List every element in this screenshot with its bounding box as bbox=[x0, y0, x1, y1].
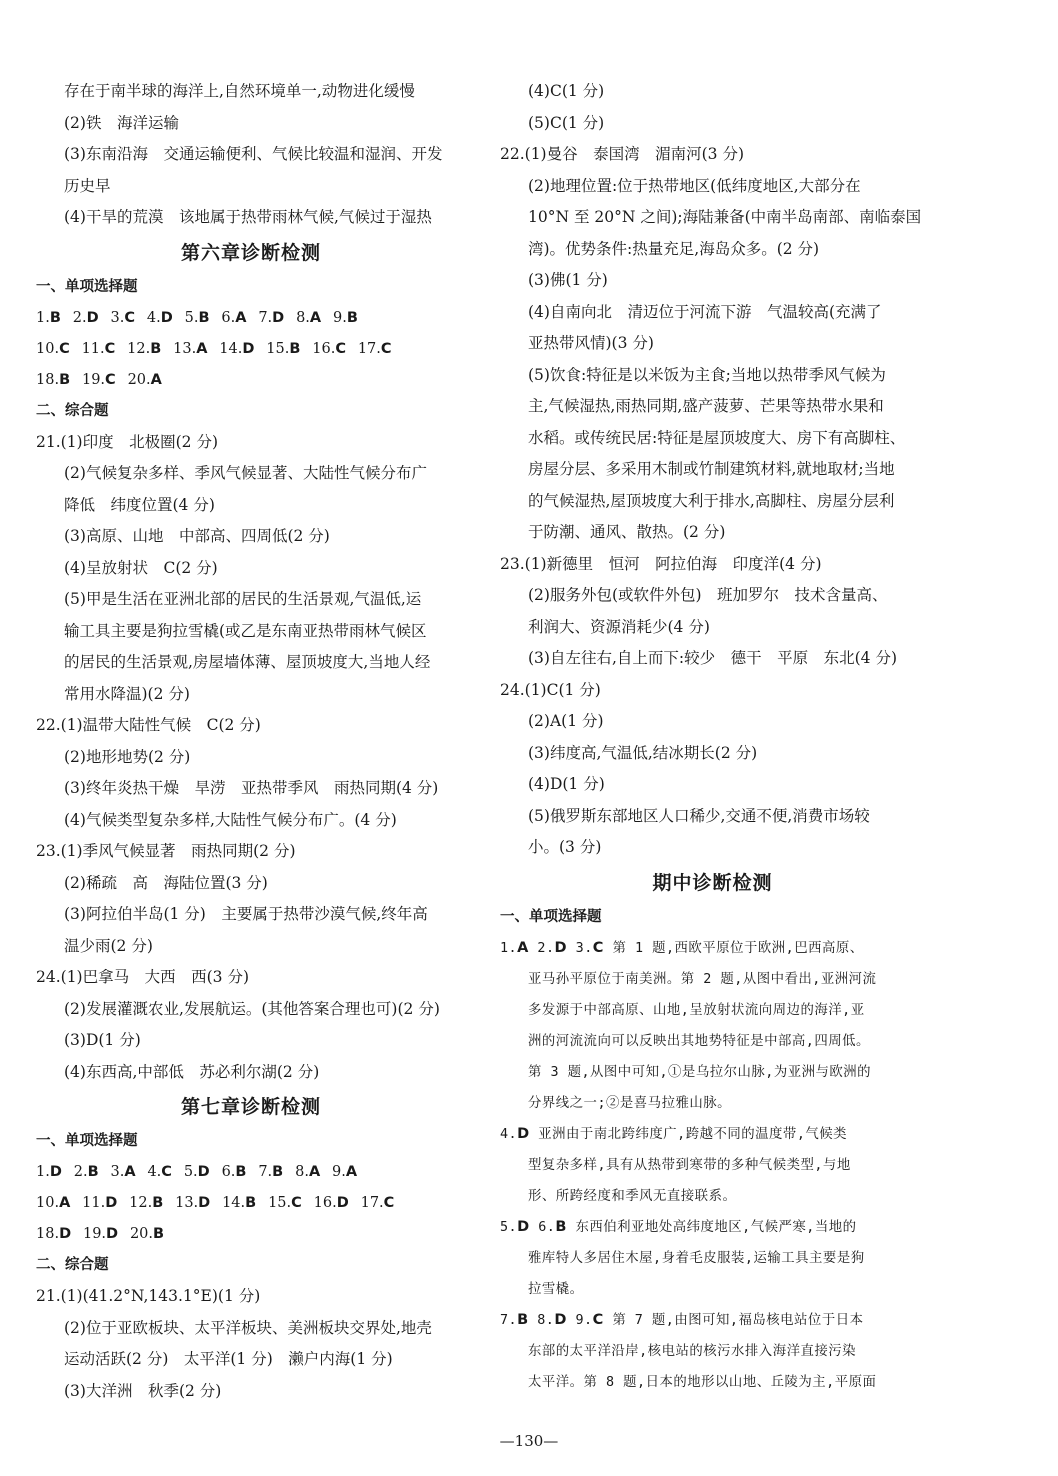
question-number: 1. bbox=[36, 309, 50, 326]
question-number: 7. bbox=[500, 1312, 518, 1328]
question-number: 18. bbox=[36, 1226, 60, 1242]
mc-answer-row bbox=[36, 334, 466, 365]
answer-letter: D bbox=[49, 1164, 62, 1180]
explanation-text: 第 7 题,由图可知,福岛核电站位于日本 bbox=[612, 1312, 864, 1328]
answer-letter: B bbox=[555, 1218, 567, 1235]
section-heading: 二、综合题 bbox=[36, 402, 109, 419]
page-number: —130— bbox=[499, 1432, 559, 1450]
explanation-line bbox=[500, 1057, 925, 1088]
answer-letter: C bbox=[592, 1311, 604, 1328]
text-line: 历史早 bbox=[64, 176, 111, 195]
answer-letter: D bbox=[105, 1195, 118, 1211]
answer-letter: A bbox=[309, 309, 322, 326]
explanation-text: 雅库特人多居住木屋,身着毛皮服装,运输工具主要是狗 bbox=[528, 1250, 865, 1266]
answer-letter: D bbox=[160, 309, 173, 326]
explanation-line bbox=[500, 1212, 925, 1243]
explanation-text: 洲的河流流向可以反映出其地势特征是中部高,四周低。 bbox=[528, 1033, 870, 1049]
question-number: 20. bbox=[127, 371, 151, 388]
text-line: (4)东西高,中部低 苏必利尔湖(2 分) bbox=[64, 1062, 320, 1081]
text-line: (3)高原、山地 中部高、四周低(2 分) bbox=[64, 527, 330, 545]
question-number: 20. bbox=[129, 1226, 153, 1242]
mc-answer-row bbox=[36, 365, 466, 396]
question-number: 6. bbox=[538, 1219, 556, 1235]
mc-answer-row bbox=[36, 1157, 466, 1188]
question-number: 3. bbox=[575, 940, 593, 956]
explanation-text: 第 3 题,从图中可知,①是乌拉尔山脉,为亚洲与欧洲的 bbox=[528, 1064, 872, 1080]
chapter-title: 第六章诊断检测 bbox=[180, 241, 321, 264]
text-line: 10°N 至 20°N 之间);海陆兼备(中南半岛南部、南临泰国 bbox=[528, 208, 922, 226]
text-line: (2)稀疏 高 海陆位置(3 分) bbox=[64, 873, 268, 892]
answer-letter: C bbox=[291, 1195, 302, 1211]
answer-letter: B bbox=[272, 1164, 284, 1180]
explanation-line bbox=[500, 1243, 925, 1274]
text-line: 存在于南半球的海洋上,自然环境单一,动物进化缓慢 bbox=[64, 82, 415, 100]
text-line: (3)纬度高,气温低,结冰期长(2 分) bbox=[528, 743, 758, 762]
answer-letter: C bbox=[592, 939, 604, 956]
mc-answer-row bbox=[36, 1188, 466, 1219]
question-number: 13. bbox=[175, 1195, 199, 1211]
right-column bbox=[500, 76, 925, 1398]
explanation-line bbox=[500, 1367, 925, 1398]
answer-letter: B bbox=[346, 309, 358, 326]
question-number: 2. bbox=[72, 309, 87, 326]
section-heading: 一、单项选择题 bbox=[36, 1133, 138, 1149]
text-line: (3)大洋洲 秋季(2 分) bbox=[64, 1381, 222, 1400]
text-line: (3)D(1 分) bbox=[64, 1031, 141, 1049]
text-line: (2)地理位置:位于热带地区(低纬度地区,大部分在 bbox=[528, 176, 861, 195]
question-number: 13. bbox=[173, 340, 197, 357]
text-line: 湾)。优势条件:热量充足,海岛众多。(2 分) bbox=[528, 239, 820, 258]
answer-letter: B bbox=[198, 309, 210, 326]
question-number: 3. bbox=[110, 309, 125, 326]
answer-letter: C bbox=[104, 340, 116, 357]
answer-letter: B bbox=[289, 340, 301, 357]
question-line: 23.(1)新德里 恒河 阿拉伯海 印度洋(4 分) bbox=[500, 554, 822, 573]
answer-letter: C bbox=[124, 309, 136, 326]
answer-letter: D bbox=[59, 1226, 72, 1242]
answer-letter: D bbox=[242, 340, 255, 357]
question-line: 24.(1)巴拿马 大西 西(3 分) bbox=[36, 968, 249, 986]
question-number: 12. bbox=[129, 1195, 153, 1211]
text-line: (4)自南向北 清迈位于河流下游 气温较高(充满了 bbox=[528, 302, 882, 321]
explanation-text: 亚马孙平原位于南美洲。第 2 题,从图中看出,亚洲河流 bbox=[528, 971, 877, 987]
question-number: 9. bbox=[332, 1164, 346, 1180]
text-line: 于防潮、通风、散热。(2 分) bbox=[528, 523, 726, 541]
explanation-line bbox=[500, 1336, 925, 1367]
question-number: 5. bbox=[500, 1219, 518, 1235]
text-line: 小。(3 分) bbox=[528, 838, 602, 856]
text-line: 利润大、资源消耗少(4 分) bbox=[528, 617, 710, 636]
answer-letter: D bbox=[197, 1164, 210, 1180]
answer-letter: D bbox=[272, 309, 285, 326]
text-line: (2)气候复杂多样、季风气候显著、大陆性气候分布广 bbox=[64, 464, 427, 482]
answer-letter: C bbox=[105, 371, 116, 388]
question-number: 11. bbox=[81, 340, 105, 357]
answer-letter: B bbox=[517, 1311, 529, 1328]
answer-letter: B bbox=[150, 340, 162, 357]
explanation-line bbox=[500, 1026, 925, 1057]
text-line: (5)C(1 分) bbox=[528, 113, 605, 132]
question-number: 14. bbox=[219, 340, 243, 357]
question-number: 4. bbox=[147, 1164, 162, 1180]
question-number: 18. bbox=[36, 371, 60, 388]
answer-letter: B bbox=[59, 371, 71, 388]
explanation-text: 亚洲由于南北跨纬度广,跨越不同的温度带,气候类 bbox=[538, 1126, 848, 1142]
answer-letter: A bbox=[308, 1164, 321, 1180]
question-number: 5. bbox=[184, 309, 199, 326]
question-line: 22.(1)曼谷 泰国湾 湄南河(3 分) bbox=[500, 145, 744, 163]
question-number: 10. bbox=[36, 340, 60, 357]
text-line: 亚热带风情)(3 分) bbox=[528, 334, 654, 352]
text-line: (5)饮食:特征是以米饭为主食;当地以热带季风气候为 bbox=[528, 365, 886, 384]
section-heading: 一、单项选择题 bbox=[36, 278, 138, 295]
question-number: 9. bbox=[575, 1312, 593, 1328]
explanation-text: 分界线之一;②是喜马拉雅山脉。 bbox=[528, 1095, 732, 1111]
explanation-text: 东西伯利亚地处高纬度地区,气候严寒,当地的 bbox=[575, 1219, 857, 1235]
question-number: 15. bbox=[268, 1195, 292, 1211]
question-line: 21.(1)印度 北极圈(2 分) bbox=[36, 432, 218, 451]
text-line: 水稻。或传统民居:特征是屋顶坡度大、房下有高脚柱、 bbox=[528, 428, 906, 447]
text-line: (3)佛(1 分) bbox=[528, 271, 608, 289]
question-line: 24.(1)C(1 分) bbox=[500, 680, 601, 699]
text-line: 的居民的生活景观,房屋墙体薄、屋顶坡度大,当地人经 bbox=[64, 653, 431, 671]
explanation-line bbox=[500, 964, 925, 995]
question-number: 2. bbox=[537, 940, 555, 956]
question-line: 22.(1)温带大陆性气候 C(2 分) bbox=[36, 716, 261, 734]
answer-letter: D bbox=[554, 1311, 567, 1328]
explanation-line bbox=[500, 1150, 925, 1181]
answer-letter: C bbox=[380, 340, 392, 357]
answer-letter: C bbox=[335, 340, 346, 357]
text-line: (2)地形地势(2 分) bbox=[64, 747, 191, 766]
question-number: 4. bbox=[146, 309, 161, 326]
answer-letter: B bbox=[87, 1164, 99, 1180]
explanation-text: 第 1 题,西欧平原位于欧洲,巴西高原、 bbox=[612, 940, 864, 956]
text-line: (4)D(1 分) bbox=[528, 775, 605, 793]
question-number: 4. bbox=[500, 1126, 518, 1142]
text-line: (3)终年炎热干燥 旱涝 亚热带季风 雨热同期(4 分) bbox=[64, 779, 439, 797]
question-number: 11. bbox=[82, 1195, 106, 1211]
text-line: 降低 纬度位置(4 分) bbox=[64, 495, 215, 514]
mc-answer-row bbox=[36, 303, 466, 334]
midterm-explanations bbox=[500, 933, 925, 1398]
text-line: (3)东南沿海 交通运输便利、气候比较温和湿润、开发 bbox=[64, 145, 443, 163]
answer-letter: B bbox=[245, 1195, 257, 1211]
answer-letter: D bbox=[517, 1125, 530, 1142]
question-number: 9. bbox=[333, 309, 347, 326]
explanation-line bbox=[500, 995, 925, 1026]
question-number: 10. bbox=[36, 1195, 60, 1211]
text-line: (5)甲是生活在亚洲北部的居民的生活景观,气温低,运 bbox=[64, 590, 422, 608]
section-heading: 二、综合题 bbox=[36, 1257, 109, 1273]
answer-letter: A bbox=[196, 340, 208, 357]
question-line: 23.(1)季风气候显著 雨热同期(2 分) bbox=[36, 842, 296, 860]
question-line: 21.(1)(41.2°N,143.1°E)(1 分) bbox=[36, 1287, 261, 1305]
answer-letter: A bbox=[124, 1164, 136, 1180]
text-line: (4)C(1 分) bbox=[528, 82, 605, 100]
answer-letter: B bbox=[49, 309, 61, 326]
question-number: 5. bbox=[183, 1164, 198, 1180]
text-line: 主,气候湿热,雨热同期,盛产菠萝、芒果等热带水果和 bbox=[528, 397, 884, 415]
text-line: 的气候湿热,屋顶坡度大利于排水,高脚柱、房屋分层利 bbox=[528, 491, 895, 510]
question-number: 16. bbox=[313, 1195, 337, 1211]
answer-letter: A bbox=[59, 1195, 71, 1211]
explanation-line bbox=[500, 1274, 925, 1305]
explanation-line bbox=[500, 1088, 925, 1119]
explanation-text: 太平洋。第 8 题,日本的地形以山地、丘陵为主,平原面 bbox=[528, 1374, 877, 1390]
question-number: 6. bbox=[221, 1164, 236, 1180]
question-number: 14. bbox=[222, 1195, 246, 1211]
text-line: (2)A(1 分) bbox=[528, 712, 604, 730]
text-line: (2)服务外包(或软件外包) 班加罗尔 技术含量高、 bbox=[528, 586, 888, 604]
answer-letter: C bbox=[161, 1164, 172, 1180]
explanation-line bbox=[500, 1119, 925, 1150]
text-line: (2)铁 海洋运输 bbox=[64, 113, 179, 132]
mc-answer-row bbox=[36, 1219, 466, 1250]
explanation-line bbox=[500, 1181, 925, 1212]
explanation-line bbox=[500, 1305, 925, 1336]
answer-letter: B bbox=[235, 1164, 247, 1180]
text-line: 输工具主要是狗拉雪橇(或乙是东南亚热带雨林气候区 bbox=[64, 621, 427, 640]
question-number: 16. bbox=[312, 340, 336, 357]
question-number: 8. bbox=[537, 1312, 555, 1328]
answer-letter: A bbox=[235, 309, 247, 326]
text-line: 房屋分层、多采用木制或竹制建筑材料,就地取材;当地 bbox=[528, 460, 895, 478]
text-line: (4)气候类型复杂多样,大陆性气候分布广。(4 分) bbox=[64, 810, 397, 829]
question-number: 6. bbox=[221, 309, 236, 326]
question-number: 17. bbox=[357, 340, 381, 357]
question-number: 19. bbox=[81, 371, 106, 388]
explanation-line bbox=[500, 933, 925, 964]
chapter-title: 期中诊断检测 bbox=[652, 871, 773, 894]
left-column bbox=[36, 76, 466, 1407]
answer-letter: C bbox=[383, 1195, 395, 1211]
answer-letter: A bbox=[150, 371, 162, 388]
answer-letter: D bbox=[198, 1195, 211, 1211]
question-number: 1. bbox=[500, 940, 518, 956]
answer-letter: D bbox=[554, 939, 568, 956]
question-number: 7. bbox=[258, 309, 273, 326]
text-line: (4)呈放射状 C(2 分) bbox=[64, 558, 218, 577]
answer-letter: D bbox=[106, 1226, 119, 1242]
explanation-text: 型复杂多样,具有从热带到寒带的多种气候类型,与地 bbox=[528, 1157, 851, 1173]
question-number: 3. bbox=[110, 1164, 125, 1180]
answer-letter: C bbox=[59, 340, 70, 357]
answer-letter: A bbox=[517, 939, 529, 956]
question-number: 2. bbox=[73, 1164, 88, 1180]
answer-letter: A bbox=[345, 1164, 358, 1180]
question-number: 8. bbox=[295, 1164, 309, 1180]
text-line: 温少雨(2 分) bbox=[64, 936, 153, 955]
text-line: 常用水降温)(2 分) bbox=[64, 684, 190, 703]
text-line: (3)阿拉伯半岛(1 分) 主要属于热带沙漠气候,终年高 bbox=[64, 905, 428, 923]
text-line: (4)干旱的荒漠 该地属于热带雨林气候,气候过于湿热 bbox=[64, 208, 432, 226]
answer-letter: B bbox=[153, 1226, 165, 1242]
question-number: 19. bbox=[82, 1226, 107, 1242]
answer-letter: D bbox=[86, 309, 99, 326]
question-number: 1. bbox=[36, 1164, 50, 1180]
question-number: 7. bbox=[258, 1164, 273, 1180]
question-number: 17. bbox=[360, 1195, 384, 1211]
text-line: (3)自左往右,自上而下:较少 德干 平原 东北(4 分) bbox=[528, 649, 897, 667]
question-number: 12. bbox=[127, 340, 151, 357]
explanation-text: 形、所跨经度和季风无直接联系。 bbox=[528, 1188, 737, 1204]
answer-letter: D bbox=[517, 1218, 530, 1235]
question-number: 8. bbox=[296, 309, 310, 326]
answer-letter: B bbox=[152, 1195, 164, 1211]
explanation-text: 东部的太平洋沿岸,核电站的核污水排入海洋直接污染 bbox=[528, 1343, 857, 1359]
text-line: 运动活跃(2 分) 太平洋(1 分) 濑户内海(1 分) bbox=[64, 1350, 393, 1368]
text-line: (2)位于亚欧板块、太平洋板块、美洲板块交界处,地壳 bbox=[64, 1318, 432, 1337]
question-number: 15. bbox=[266, 340, 290, 357]
chapter-title: 第七章诊断检测 bbox=[180, 1096, 321, 1118]
explanation-text: 多发源于中部高原、山地,呈放射状流向周边的海洋,亚 bbox=[528, 1002, 865, 1018]
explanation-text: 拉雪橇。 bbox=[528, 1281, 584, 1297]
section-heading: 一、单项选择题 bbox=[500, 908, 602, 925]
text-line: (5)俄罗斯东部地区人口稀少,交通不便,消费市场较 bbox=[528, 806, 870, 825]
text-line: (2)发展灌溉农业,发展航运。(其他答案合理也可)(2 分) bbox=[64, 999, 440, 1018]
answer-letter: D bbox=[336, 1195, 349, 1211]
